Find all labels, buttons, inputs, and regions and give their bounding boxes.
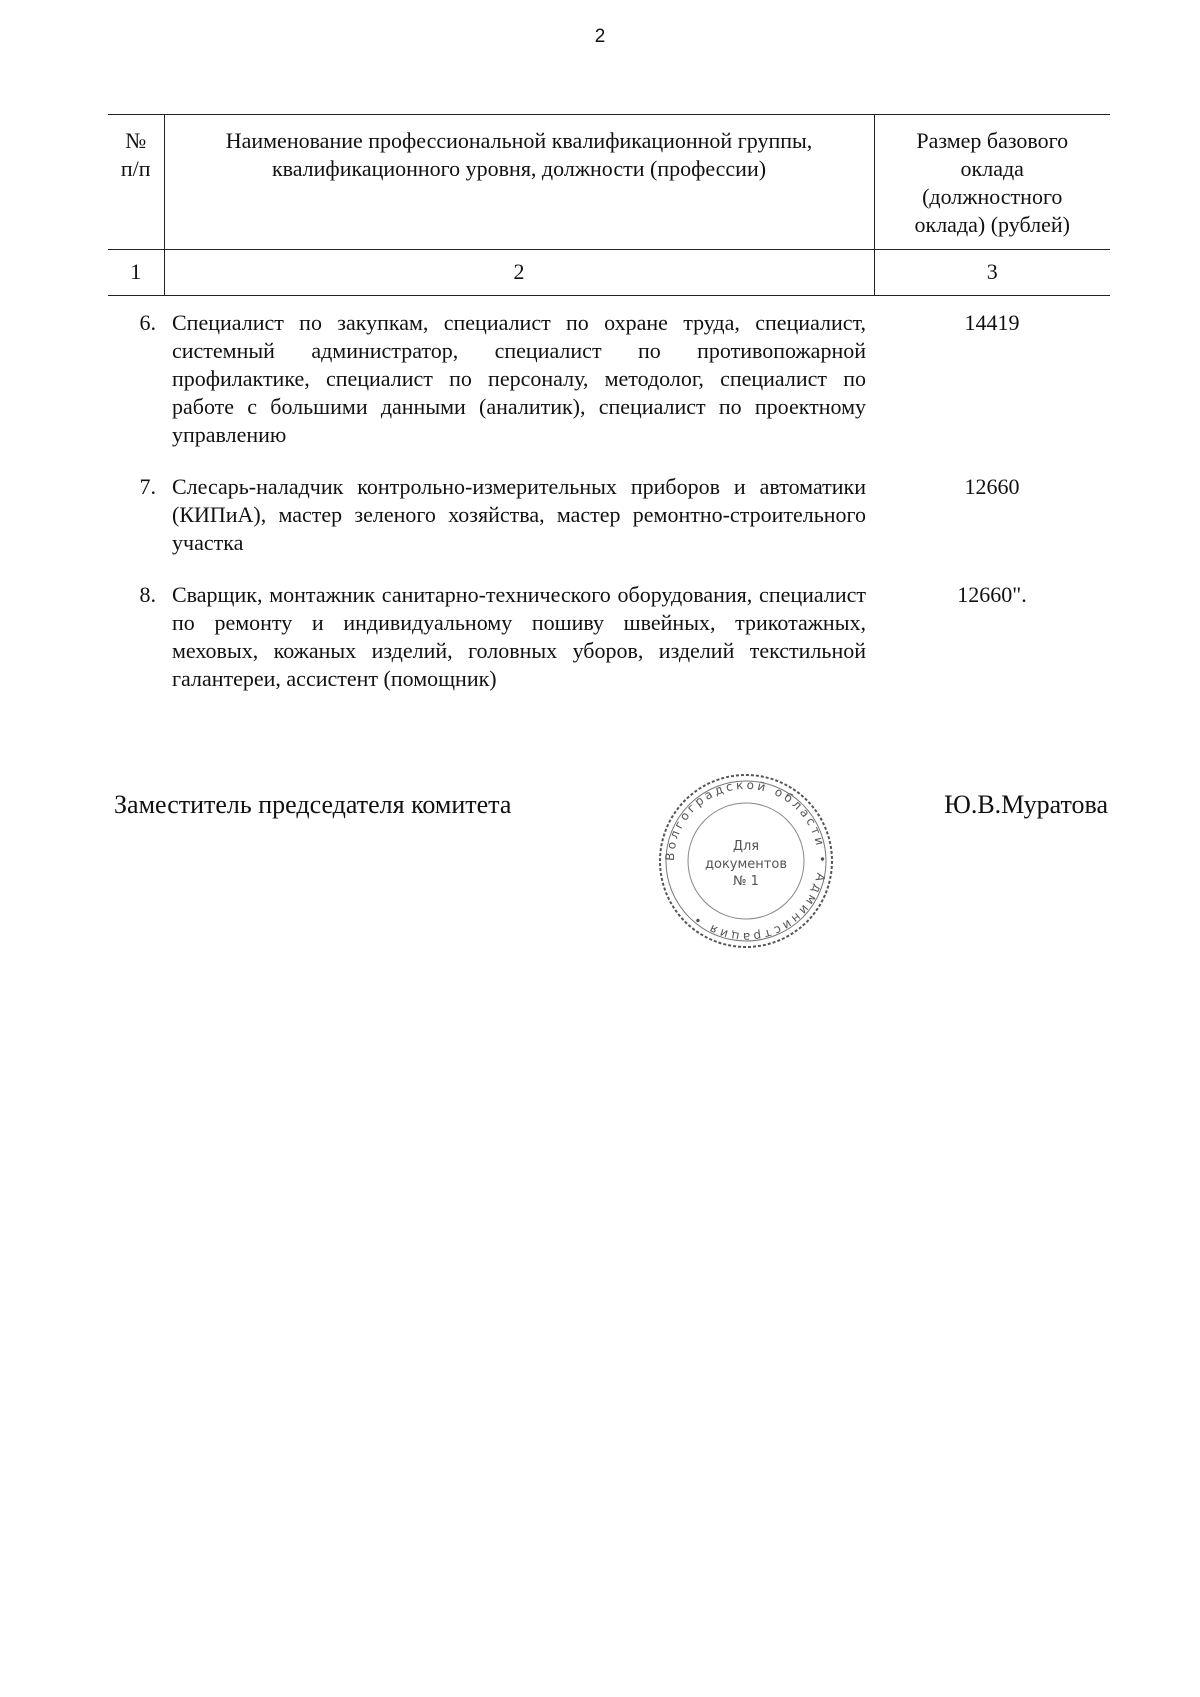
header-number: № п/п xyxy=(108,115,164,250)
position-name: Слесарь-наладчик контрольно-измерительных приборов и автоматики (КИПиА), мастер зеленого хозяйства, мастер ремонтно-строительного участка xyxy=(172,474,866,555)
signer-title: Заместитель председателя комитета xyxy=(114,790,512,819)
row-number: 8. xyxy=(139,582,156,607)
position-name: Сварщик, монтажник санитарно-технического оборудования, специалист по ремонту и индивидуальному пошиву швейных, трикотажных, меховых, кожаных изделий, головных уборов, изделий текстильной галантереи, ассистент (помощник) xyxy=(172,582,866,691)
stamp-inner-line: Для xyxy=(732,839,760,854)
row-number: 7. xyxy=(139,474,156,499)
signer-name: Ю.В.Муратова xyxy=(944,790,1108,819)
position-name: Специалист по закупкам, специалист по охране труда, специалист, системный администратор, специалист по противопожарной профилактике, специалист по персоналу, методолог, специалист по работе с большими данными (аналитик), специалист по проектному управлению xyxy=(172,310,866,447)
header-name: Наименование профессиональной квалификационной группы, квалификационного уровня, должности (профессии) xyxy=(164,115,874,250)
salary-amount: 14419 xyxy=(964,310,1020,335)
column-number: 1 xyxy=(108,250,164,296)
salary-table xyxy=(108,114,1110,717)
stamp-outer-text: Волгоградской области • Администрация • xyxy=(662,777,830,945)
salary-amount: 12660 xyxy=(964,474,1020,499)
header-amount: Размер базового оклада (должностного оклада) (рублей) xyxy=(874,115,1110,250)
salary-amount: 12660". xyxy=(957,582,1027,607)
page-number: 2 xyxy=(594,26,606,47)
column-number: 2 xyxy=(164,250,874,296)
row-number: 6. xyxy=(139,310,156,335)
table-row xyxy=(108,296,1110,474)
column-number: 3 xyxy=(874,250,1110,296)
column-numbers-row xyxy=(108,250,1110,296)
official-stamp xyxy=(657,772,835,950)
table-header-row xyxy=(108,115,1110,250)
stamp-inner-line: документов xyxy=(705,857,787,872)
table-row xyxy=(108,581,1110,717)
table-row xyxy=(108,473,1110,581)
stamp-inner-line: № 1 xyxy=(733,874,759,889)
